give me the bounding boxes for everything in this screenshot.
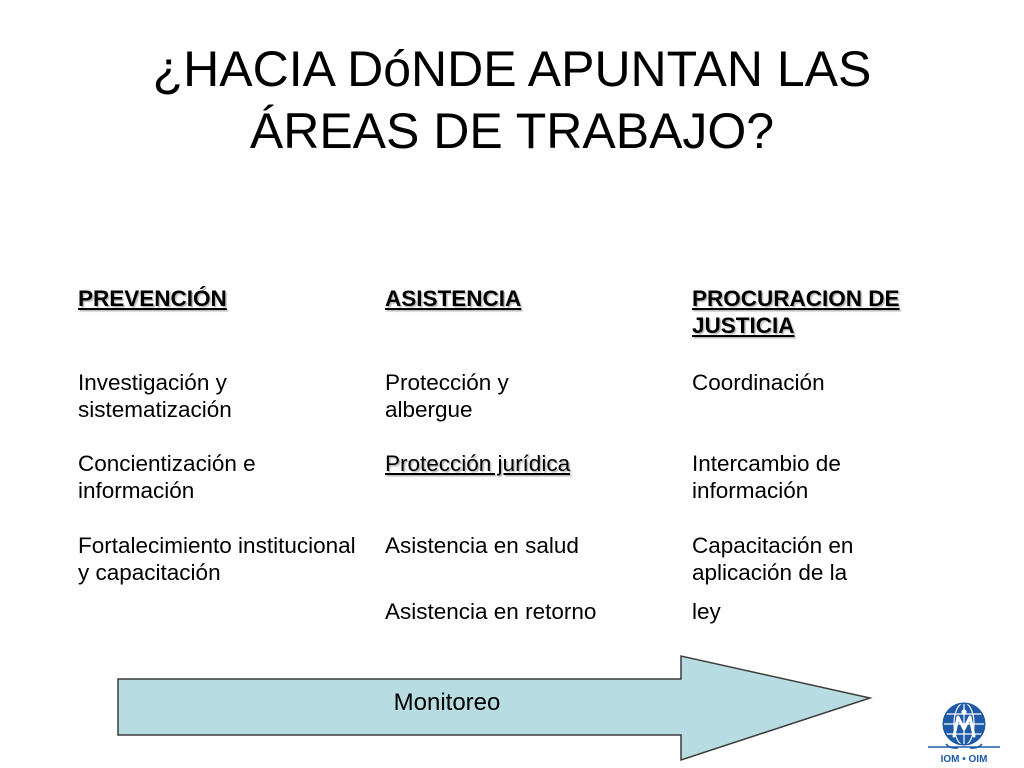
cell-line: Protección y [385,370,509,395]
header-line: PROCURACION DE [692,286,900,311]
logo-text: IOM • OIM [940,754,988,765]
table-cell-procuracion-2 [692,450,841,504]
cell-line: aplicación de la [692,560,848,585]
table-cell-asistencia-2 [385,450,570,477]
cell-line: Asistencia en salud [385,533,579,558]
cell-line: Concientización e [78,451,256,476]
cell-line: Coordinación [692,370,825,395]
cell-line: y capacitación [78,560,221,585]
cell-line: Capacitación en [692,533,854,558]
header-line: ASISTENCIA [385,286,522,311]
cell-line: sistematización [78,397,232,422]
table-cell-prevencion-3 [78,532,356,586]
table-cell-asistencia-3 [385,532,579,559]
table-cell-procuracion-1 [692,369,825,396]
cell-line: Asistencia en retorno [385,599,597,624]
globe-grid [941,702,987,746]
cell-line: Fortalecimiento institucional [78,533,356,558]
header-prevencion [78,285,227,312]
iom-logo [926,700,1002,766]
title-line-2: ÁREAS DE TRABAJO? [249,103,775,159]
table-cell-asistencia-4 [385,598,596,625]
title-line-1: ¿HACIA DóNDE APUNTAN LAS [152,41,872,97]
cell-line: ley [692,599,721,624]
figure-head [961,709,966,714]
cell-line: información [78,478,195,503]
cell-line: Protección jurídica [385,451,571,476]
table-cell-prevencion-1 [78,369,232,423]
cell-line: albergue [385,397,473,422]
iom-globe-icon [928,702,1000,748]
header-procuracion-de-justicia [692,285,900,339]
header-line: JUSTICIA [692,313,795,338]
header-line: PREVENCIÓN [78,286,227,311]
cell-line: Investigación y [78,370,227,395]
header-asistencia [385,285,521,312]
cell-line: información [692,478,809,503]
table-cell-asistencia-1 [385,369,509,423]
arrow-label: Monitoreo [393,689,501,716]
slide-title [0,38,1024,162]
table-cell-prevencion-2 [78,450,256,504]
cell-line: Intercambio de [692,451,841,476]
table-cell-procuracion-4 [692,598,721,625]
table-cell-procuracion-3 [692,532,853,586]
